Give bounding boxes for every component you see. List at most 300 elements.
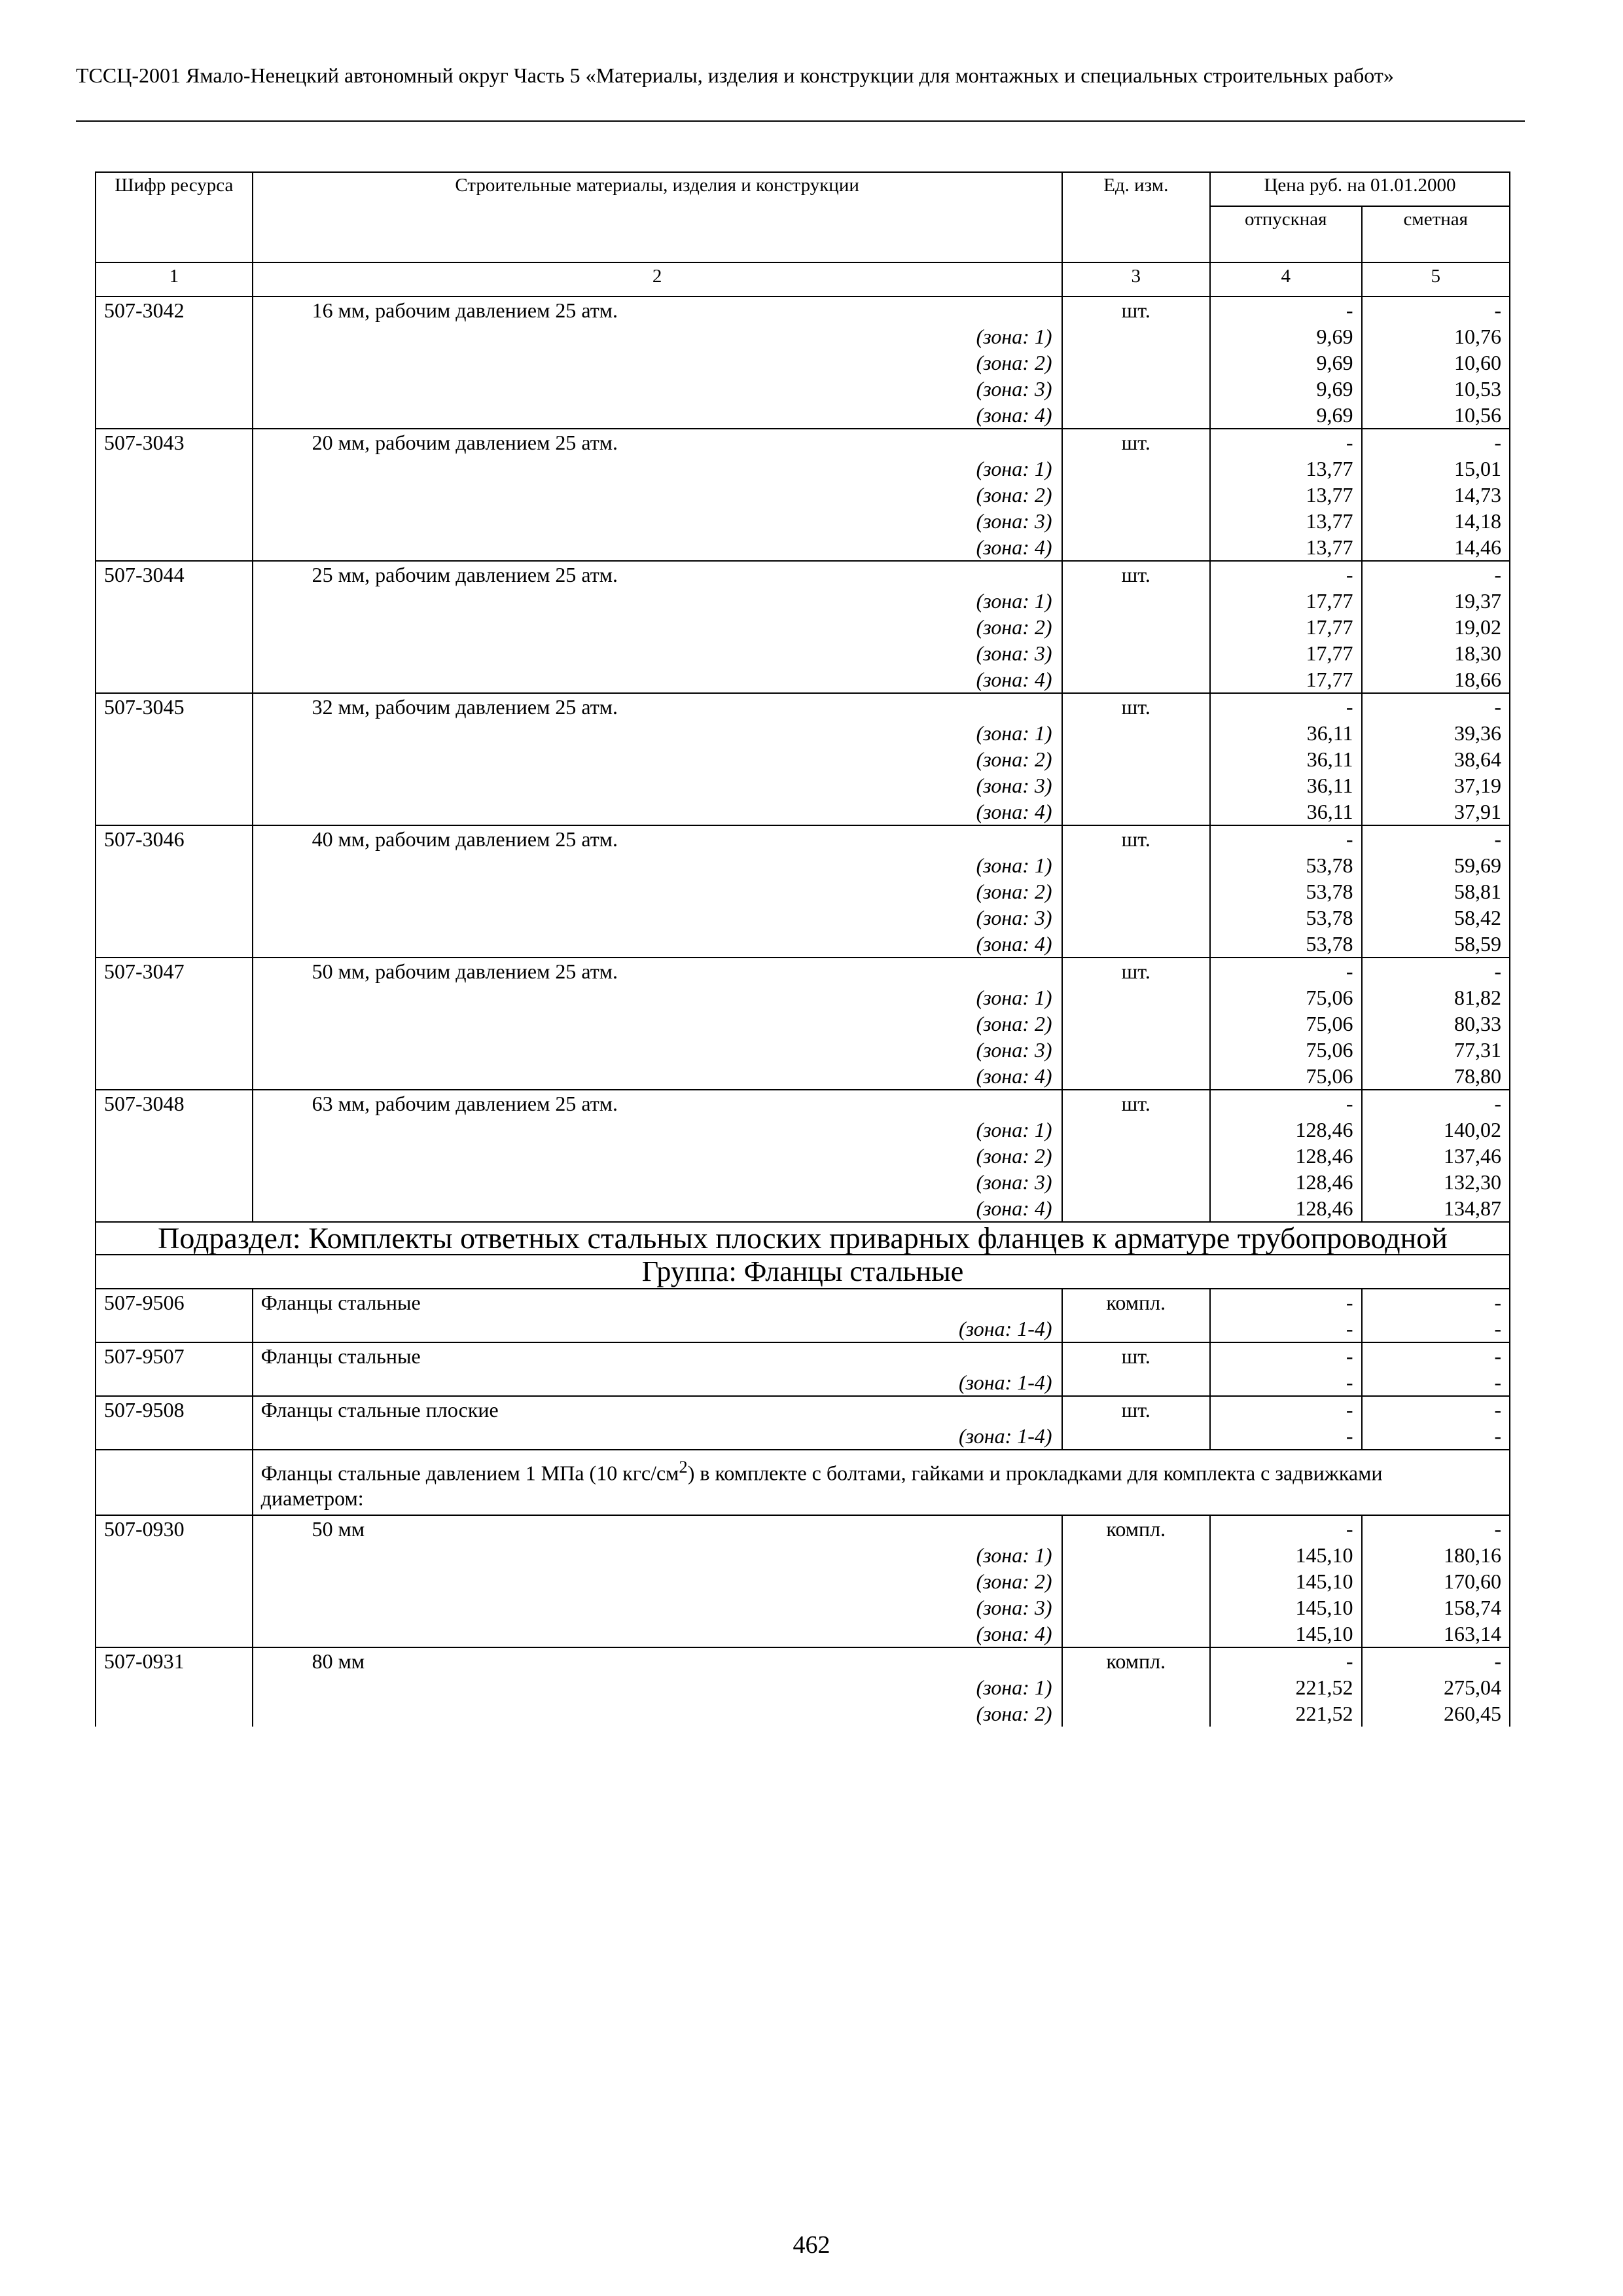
zone-estimate-price: 39,36 (1362, 720, 1510, 746)
empty-code-cell (96, 798, 253, 825)
zone-row (96, 402, 1510, 429)
zone-release-price: 128,46 (1210, 1117, 1362, 1143)
zone-row (96, 1594, 1510, 1621)
zone-estimate-price: 18,66 (1362, 666, 1510, 693)
zone-estimate-price: 58,59 (1362, 931, 1510, 958)
section-items-3 (96, 1515, 1510, 1727)
item-unit: шт. (1062, 693, 1210, 720)
zone-estimate-price: 37,19 (1362, 772, 1510, 798)
empty-code-cell (96, 746, 253, 772)
column-number: 4 (1210, 262, 1362, 296)
empty-unit-cell (1062, 1369, 1210, 1396)
empty-code-cell (96, 456, 253, 482)
empty-code-cell (96, 482, 253, 508)
release-price: - (1210, 1342, 1362, 1369)
item-name: Фланцы стальные плоские (253, 1396, 1062, 1423)
zone-label: (зона: 1-4) (253, 1423, 1062, 1450)
resource-code: 507-3043 (96, 429, 253, 456)
zone-estimate-price: 132,30 (1362, 1169, 1510, 1195)
zone-release-price: 17,77 (1210, 666, 1362, 693)
empty-unit-cell (1062, 402, 1210, 429)
zone-release-price: 128,46 (1210, 1169, 1362, 1195)
zone-row (96, 1568, 1510, 1594)
release-price: - (1210, 429, 1362, 456)
release-price: - (1210, 958, 1362, 984)
empty-code-cell (96, 878, 253, 905)
empty-code-cell (96, 1542, 253, 1568)
item-name: 80 мм (253, 1647, 1062, 1674)
zone-estimate-price: - (1362, 1369, 1510, 1396)
zone-row (96, 798, 1510, 825)
column-number: 2 (253, 262, 1062, 296)
zone-estimate-price: 19,37 (1362, 588, 1510, 614)
empty-code-cell (96, 984, 253, 1011)
zone-label: (зона: 2) (253, 1143, 1062, 1169)
zone-label: (зона: 4) (253, 1063, 1062, 1090)
zone-label: (зона: 4) (253, 1621, 1062, 1647)
zone-row (96, 376, 1510, 402)
column-numbers-row (96, 262, 1510, 296)
release-price: - (1210, 825, 1362, 852)
resource-code: 507-3047 (96, 958, 253, 984)
empty-code-cell (96, 720, 253, 746)
zone-row (96, 1423, 1510, 1450)
empty-unit-cell (1062, 350, 1210, 376)
zone-estimate-price: 260,45 (1362, 1700, 1510, 1727)
item-name: 40 мм, рабочим давлением 25 атм. (253, 825, 1062, 852)
zone-release-price: 75,06 (1210, 984, 1362, 1011)
item-unit: шт. (1062, 429, 1210, 456)
empty-unit-cell (1062, 878, 1210, 905)
zone-release-price: 53,78 (1210, 931, 1362, 958)
zone-label: (зона: 3) (253, 1594, 1062, 1621)
zone-label: (зона: 1) (253, 852, 1062, 878)
zone-row (96, 534, 1510, 561)
zone-estimate-price: 18,30 (1362, 640, 1510, 666)
group-title: Группа: Фланцы стальные (96, 1255, 1510, 1289)
zone-release-price: - (1210, 1369, 1362, 1396)
empty-code-cell (96, 1594, 253, 1621)
zone-label: (зона: 4) (253, 534, 1062, 561)
zone-release-price: 13,77 (1210, 534, 1362, 561)
estimate-price: - (1362, 1342, 1510, 1369)
estimate-price: - (1362, 429, 1510, 456)
item-row (96, 958, 1510, 984)
zone-release-price: 145,10 (1210, 1621, 1362, 1647)
zone-label: (зона: 2) (253, 614, 1062, 640)
zone-estimate-price: 180,16 (1362, 1542, 1510, 1568)
resource-code: 507-9507 (96, 1342, 253, 1369)
zone-label: (зона: 1-4) (253, 1369, 1062, 1396)
zone-release-price: 9,69 (1210, 350, 1362, 376)
zone-row (96, 746, 1510, 772)
zone-label: (зона: 4) (253, 666, 1062, 693)
resource-code: 507-0930 (96, 1515, 253, 1542)
empty-unit-cell (1062, 1143, 1210, 1169)
item-name: 20 мм, рабочим давлением 25 атм. (253, 429, 1062, 456)
empty-code-cell (96, 508, 253, 534)
release-price: - (1210, 1515, 1362, 1542)
item-unit: шт. (1062, 1396, 1210, 1423)
zone-row (96, 1011, 1510, 1037)
zone-label: (зона: 4) (253, 798, 1062, 825)
zone-estimate-price: 77,31 (1362, 1037, 1510, 1063)
zone-label: (зона: 2) (253, 746, 1062, 772)
zone-row (96, 323, 1510, 350)
zone-release-price: 36,11 (1210, 772, 1362, 798)
item-row (96, 1342, 1510, 1369)
empty-unit-cell (1062, 984, 1210, 1011)
estimate-price: - (1362, 693, 1510, 720)
empty-unit-cell (1062, 1700, 1210, 1727)
zone-row (96, 1169, 1510, 1195)
item-name: Фланцы стальные (253, 1289, 1062, 1316)
item-unit: компл. (1062, 1647, 1210, 1674)
zone-estimate-price: - (1362, 1316, 1510, 1342)
item-name: 32 мм, рабочим давлением 25 атм. (253, 693, 1062, 720)
item-row (96, 1289, 1510, 1316)
item-row (96, 429, 1510, 456)
empty-code-cell (96, 402, 253, 429)
zone-label: (зона: 1-4) (253, 1316, 1062, 1342)
empty-code-cell (96, 614, 253, 640)
zone-estimate-price: 58,42 (1362, 905, 1510, 931)
empty-unit-cell (1062, 1621, 1210, 1647)
zone-label: (зона: 3) (253, 905, 1062, 931)
empty-code-cell (96, 534, 253, 561)
empty-unit-cell (1062, 482, 1210, 508)
empty-unit-cell (1062, 852, 1210, 878)
zone-estimate-price: 10,53 (1362, 376, 1510, 402)
empty-unit-cell (1062, 772, 1210, 798)
empty-code-cell (96, 1063, 253, 1090)
empty-unit-cell (1062, 1011, 1210, 1037)
zone-estimate-price: 81,82 (1362, 984, 1510, 1011)
item-row (96, 693, 1510, 720)
zone-row (96, 1621, 1510, 1647)
empty-unit-cell (1062, 1117, 1210, 1143)
estimate-price: - (1362, 1289, 1510, 1316)
empty-code-cell (96, 376, 253, 402)
zone-release-price: 13,77 (1210, 508, 1362, 534)
description-text-after: ) в комплекте с болтами, гайками и прокладками для комплекта с задвижками диаметром: (260, 1461, 1383, 1510)
empty-code-cell (96, 1423, 253, 1450)
zone-release-price: 53,78 (1210, 878, 1362, 905)
header-price: Цена руб. на 01.01.2000 (1210, 172, 1510, 206)
zone-estimate-price: 170,60 (1362, 1568, 1510, 1594)
zone-row (96, 350, 1510, 376)
item-unit: компл. (1062, 1515, 1210, 1542)
empty-unit-cell (1062, 614, 1210, 640)
empty-unit-cell (1062, 534, 1210, 561)
empty-code-cell (96, 1700, 253, 1727)
zone-row (96, 984, 1510, 1011)
zone-release-price: 128,46 (1210, 1143, 1362, 1169)
item-unit: шт. (1062, 1090, 1210, 1117)
zone-release-price: 145,10 (1210, 1594, 1362, 1621)
empty-unit-cell (1062, 746, 1210, 772)
zone-release-price: 75,06 (1210, 1063, 1362, 1090)
document-header: ТССЦ-2001 Ямало-Ненецкий автономный округ Часть 5 «Материалы, изделия и конструкции для монтажных и специальных строительных работ» (76, 63, 1394, 87)
zone-release-price: 53,78 (1210, 852, 1362, 878)
resource-code: 507-3044 (96, 561, 253, 588)
release-price: - (1210, 296, 1362, 323)
item-name: 50 мм, рабочим давлением 25 атм. (253, 958, 1062, 984)
zone-label: (зона: 1) (253, 1117, 1062, 1143)
empty-code-cell (96, 1037, 253, 1063)
release-price: - (1210, 561, 1362, 588)
item-row (96, 1647, 1510, 1674)
empty-unit-cell (1062, 931, 1210, 958)
empty-code-cell (96, 1169, 253, 1195)
empty-code-cell (96, 640, 253, 666)
release-price: - (1210, 1647, 1362, 1674)
empty-unit-cell (1062, 376, 1210, 402)
resource-code: 507-9506 (96, 1289, 253, 1316)
item-unit: шт. (1062, 958, 1210, 984)
column-number: 5 (1362, 262, 1510, 296)
zone-label: (зона: 2) (253, 1568, 1062, 1594)
empty-code-cell (96, 1621, 253, 1647)
zone-row (96, 1195, 1510, 1222)
resource-code: 507-9508 (96, 1396, 253, 1423)
zone-estimate-price: 10,60 (1362, 350, 1510, 376)
zone-estimate-price: 14,46 (1362, 534, 1510, 561)
description-text (253, 1450, 1510, 1515)
zone-estimate-price: 37,91 (1362, 798, 1510, 825)
zone-label: (зона: 1) (253, 1674, 1062, 1700)
zone-release-price: 221,52 (1210, 1700, 1362, 1727)
zone-estimate-price: 58,81 (1362, 878, 1510, 905)
zone-label: (зона: 1) (253, 1542, 1062, 1568)
empty-code-cell (96, 1143, 253, 1169)
resource-code: 507-0931 (96, 1647, 253, 1674)
empty-code-cell (96, 350, 253, 376)
zone-release-price: 75,06 (1210, 1037, 1362, 1063)
zone-release-price: 36,11 (1210, 746, 1362, 772)
zone-row (96, 1316, 1510, 1342)
zone-release-price: 75,06 (1210, 1011, 1362, 1037)
zone-label: (зона: 4) (253, 931, 1062, 958)
empty-code-cell (96, 772, 253, 798)
zone-row (96, 588, 1510, 614)
zone-estimate-price: 140,02 (1362, 1117, 1510, 1143)
estimate-price: - (1362, 1647, 1510, 1674)
description-superscript: 2 (679, 1457, 688, 1477)
item-row (96, 1396, 1510, 1423)
resource-code: 507-3048 (96, 1090, 253, 1117)
zone-release-price: 221,52 (1210, 1674, 1362, 1700)
header-code: Шифр ресурса (96, 172, 253, 262)
empty-code-cell (96, 1195, 253, 1222)
empty-unit-cell (1062, 456, 1210, 482)
empty-unit-cell (1062, 798, 1210, 825)
zone-row (96, 614, 1510, 640)
zone-estimate-price: 134,87 (1362, 1195, 1510, 1222)
item-row (96, 561, 1510, 588)
zone-label: (зона: 4) (253, 402, 1062, 429)
estimate-price: - (1362, 825, 1510, 852)
zone-row (96, 1369, 1510, 1396)
zone-estimate-price: 163,14 (1362, 1621, 1510, 1647)
item-unit: шт. (1062, 825, 1210, 852)
release-price: - (1210, 1289, 1362, 1316)
zone-release-price: 17,77 (1210, 640, 1362, 666)
empty-unit-cell (1062, 1037, 1210, 1063)
item-name: 50 мм (253, 1515, 1062, 1542)
zone-estimate-price: 19,02 (1362, 614, 1510, 640)
item-name: Фланцы стальные (253, 1342, 1062, 1369)
item-unit: компл. (1062, 1289, 1210, 1316)
release-price: - (1210, 1090, 1362, 1117)
zone-label: (зона: 1) (253, 984, 1062, 1011)
empty-unit-cell (1062, 720, 1210, 746)
release-price: - (1210, 1396, 1362, 1423)
empty-code-cell (96, 905, 253, 931)
estimate-price: - (1362, 296, 1510, 323)
zone-estimate-price: 158,74 (1362, 1594, 1510, 1621)
zone-estimate-price: 137,46 (1362, 1143, 1510, 1169)
zone-row (96, 1542, 1510, 1568)
header-estimate-price: сметная (1362, 206, 1510, 262)
zone-estimate-price: 78,80 (1362, 1063, 1510, 1090)
zone-release-price: 9,69 (1210, 402, 1362, 429)
empty-unit-cell (1062, 1195, 1210, 1222)
empty-unit-cell (1062, 323, 1210, 350)
empty-code-cell (96, 1568, 253, 1594)
item-unit: шт. (1062, 561, 1210, 588)
item-row (96, 825, 1510, 852)
zone-release-price: - (1210, 1423, 1362, 1450)
zone-row (96, 772, 1510, 798)
item-name: 25 мм, рабочим давлением 25 атм. (253, 561, 1062, 588)
empty-unit-cell (1062, 1594, 1210, 1621)
description-text-before: Фланцы стальные давлением 1 МПа (10 кгс/см (260, 1461, 679, 1485)
zone-estimate-price: 14,73 (1362, 482, 1510, 508)
empty-code-cell (96, 1117, 253, 1143)
empty-code-cell (96, 1011, 253, 1037)
zone-row (96, 482, 1510, 508)
column-number: 3 (1062, 262, 1210, 296)
zone-row (96, 1674, 1510, 1700)
empty-code-cell (96, 323, 253, 350)
empty-unit-cell (1062, 905, 1210, 931)
item-row (96, 1515, 1510, 1542)
empty-unit-cell (1062, 1542, 1210, 1568)
zone-row (96, 852, 1510, 878)
zone-row (96, 1037, 1510, 1063)
zone-row (96, 666, 1510, 693)
zone-label: (зона: 2) (253, 1700, 1062, 1727)
estimate-price: - (1362, 561, 1510, 588)
empty-code-cell (96, 588, 253, 614)
zone-release-price: 9,69 (1210, 376, 1362, 402)
empty-code-cell (96, 1369, 253, 1396)
item-name: 16 мм, рабочим давлением 25 атм. (253, 296, 1062, 323)
header-divider (76, 120, 1525, 122)
resource-code: 507-3045 (96, 693, 253, 720)
zone-estimate-price: 15,01 (1362, 456, 1510, 482)
header-release-price: отпускная (1210, 206, 1362, 262)
empty-unit-cell (1062, 508, 1210, 534)
zone-label: (зона: 2) (253, 1011, 1062, 1037)
zone-row (96, 720, 1510, 746)
zone-row (96, 878, 1510, 905)
empty-unit-cell (1062, 588, 1210, 614)
empty-unit-cell (1062, 1316, 1210, 1342)
empty-code-cell (96, 931, 253, 958)
empty-unit-cell (1062, 1423, 1210, 1450)
resource-code: 507-3046 (96, 825, 253, 852)
header-unit: Ед. изм. (1062, 172, 1210, 262)
zone-estimate-price: 80,33 (1362, 1011, 1510, 1037)
empty-code-cell (96, 1316, 253, 1342)
column-number: 1 (96, 262, 253, 296)
zone-label: (зона: 4) (253, 1195, 1062, 1222)
zone-release-price: 17,77 (1210, 614, 1362, 640)
empty-unit-cell (1062, 640, 1210, 666)
header-name: Строительные материалы, изделия и конструкции (253, 172, 1062, 262)
section-items-2 (96, 1289, 1510, 1450)
zone-label: (зона: 2) (253, 878, 1062, 905)
zone-label: (зона: 3) (253, 772, 1062, 798)
zone-row (96, 931, 1510, 958)
zone-release-price: 36,11 (1210, 720, 1362, 746)
estimate-price: - (1362, 1396, 1510, 1423)
empty-code-cell (96, 1674, 253, 1700)
item-unit: шт. (1062, 1342, 1210, 1369)
description-block (96, 1450, 1510, 1515)
zone-label: (зона: 1) (253, 456, 1062, 482)
zone-release-price: 36,11 (1210, 798, 1362, 825)
empty-code-cell (96, 852, 253, 878)
zone-row (96, 1117, 1510, 1143)
zone-release-price: 13,77 (1210, 482, 1362, 508)
zone-row (96, 1143, 1510, 1169)
zone-label: (зона: 1) (253, 588, 1062, 614)
release-price: - (1210, 693, 1362, 720)
zone-label: (зона: 1) (253, 720, 1062, 746)
estimate-price: - (1362, 1515, 1510, 1542)
empty-unit-cell (1062, 1568, 1210, 1594)
zone-row (96, 905, 1510, 931)
zone-label: (зона: 2) (253, 482, 1062, 508)
empty-code-cell (96, 666, 253, 693)
zone-label: (зона: 1) (253, 323, 1062, 350)
price-table (95, 171, 1510, 1727)
zone-label: (зона: 3) (253, 640, 1062, 666)
item-unit: шт. (1062, 296, 1210, 323)
empty-unit-cell (1062, 1169, 1210, 1195)
zone-row (96, 1700, 1510, 1727)
empty-unit-cell (1062, 1674, 1210, 1700)
zone-row (96, 456, 1510, 482)
zone-release-price: - (1210, 1316, 1362, 1342)
zone-row (96, 508, 1510, 534)
zone-estimate-price: 275,04 (1362, 1674, 1510, 1700)
item-row (96, 1090, 1510, 1117)
page-number: 462 (793, 2231, 830, 2259)
estimate-price: - (1362, 1090, 1510, 1117)
section-items-1 (96, 296, 1510, 1222)
zone-release-price: 13,77 (1210, 456, 1362, 482)
zone-label: (зона: 3) (253, 508, 1062, 534)
estimate-price: - (1362, 958, 1510, 984)
zone-estimate-price: 10,76 (1362, 323, 1510, 350)
zone-release-price: 145,10 (1210, 1568, 1362, 1594)
item-row (96, 296, 1510, 323)
zone-label: (зона: 3) (253, 1037, 1062, 1063)
